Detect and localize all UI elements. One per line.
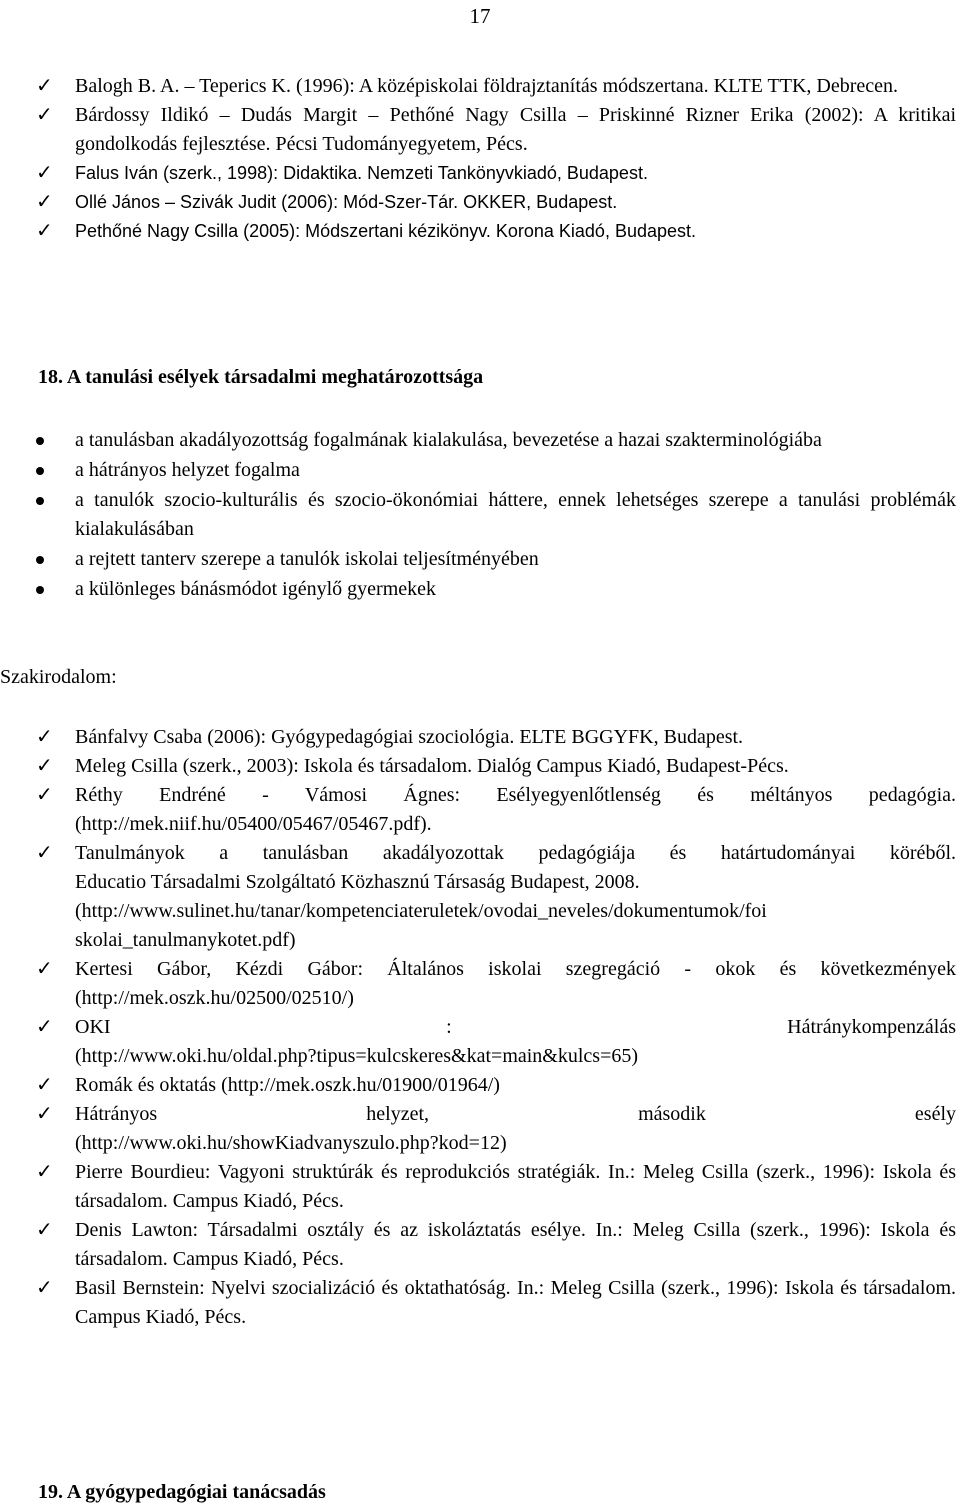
checkmark-icon: ✓ bbox=[36, 191, 53, 213]
reference-item: ✓ Hátrányos helyzet, második esély (http://www.oki.hu/showKiadvanyszulo.php?kod=12) bbox=[0, 1100, 960, 1158]
reference-item: ✓ Meleg Csilla (szerk., 2003): Iskola és társadalom. Dialóg Campus Kiadó, Budapest-Pécs. bbox=[0, 752, 960, 781]
reference-item: ✓ Réthy Endréné - Vámosi Ágnes: Esélyegyenlőtlenség és méltányos pedagógia. (http://mek.niif.hu/05400/05467/05467.pdf). bbox=[0, 781, 960, 839]
bullet-item: a rejtett tanterv szerepe a tanulók iskolai teljesítményében bbox=[0, 545, 960, 574]
bullet-icon bbox=[36, 467, 44, 475]
checkmark-icon: ✓ bbox=[36, 755, 53, 777]
topic-bullet-list bbox=[0, 426, 960, 605]
checkmark-icon: ✓ bbox=[36, 1219, 53, 1241]
checkmark-icon: ✓ bbox=[36, 1103, 53, 1125]
checkmark-icon: ✓ bbox=[36, 1074, 53, 1096]
bullet-item: a tanulásban akadályozottság fogalmának kialakulása, bevezetése a hazai szakterminológiába bbox=[0, 426, 960, 455]
bullet-item: a tanulók szocio-kulturális és szocio-ökonómiai háttere, ennek lehetséges szerepe a tanulási problémák kialakulásában bbox=[0, 486, 960, 544]
bullet-icon bbox=[36, 586, 44, 594]
checkmark-icon: ✓ bbox=[36, 726, 53, 748]
checkmark-icon: ✓ bbox=[36, 104, 53, 126]
reference-item: ✓ Bárdossy Ildikó – Dudás Margit – Pethőné Nagy Csilla – Priskinné Rizner Erika (2002): A kritikai gondolkodás fejlesztése. Pécsi Tudományegyetem, Pécs. bbox=[0, 101, 960, 159]
section-heading: 19. A gyógypedagógiai tanácsadás bbox=[38, 1481, 326, 1503]
reference-item: ✓ Bánfalvy Csaba (2006): Gyógypedagógiai szociológia. ELTE BGGYFK, Budapest. bbox=[0, 723, 960, 752]
bullet-icon bbox=[36, 556, 44, 564]
top-reference-list bbox=[0, 72, 960, 246]
bullet-item: a hátrányos helyzet fogalma bbox=[0, 456, 960, 485]
page-number: 17 bbox=[469, 4, 491, 28]
reference-item: ✓ Pierre Bourdieu: Vagyoni struktúrák és reprodukciós stratégiák. In.: Meleg Csilla (szerk., 1996): Iskola és társadalom. Campus Kiadó, Pécs. bbox=[0, 1158, 960, 1216]
checkmark-icon: ✓ bbox=[36, 162, 53, 184]
reference-item: ✓ OKI : Hátránykompenzálás (http://www.oki.hu/oldal.php?tipus=kulcskeres&kat=main&kulcs=65) bbox=[0, 1013, 960, 1071]
reference-item: ✓ Kertesi Gábor, Kézdi Gábor: Általános iskolai szegregáció - okok és következmények (http://mek.oszk.hu/02500/02510/) bbox=[0, 955, 960, 1013]
checkmark-icon: ✓ bbox=[36, 842, 53, 864]
reference-item: ✓ Falus Iván (szerk., 1998): Didaktika. Nemzeti Tankönyvkiadó, Budapest. bbox=[0, 159, 960, 188]
bullet-icon bbox=[36, 497, 44, 505]
checkmark-icon: ✓ bbox=[36, 75, 53, 97]
reference-item: ✓ Balogh B. A. – Teperics K. (1996): A középiskolai földrajztanítás módszertana. KLTE TTK, Debrecen. bbox=[0, 72, 960, 101]
reference-item: ✓ Romák és oktatás (http://mek.oszk.hu/01900/01964/) bbox=[0, 1071, 960, 1100]
reference-item: ✓ Ollé János – Szivák Judit (2006): Mód-Szer-Tár. OKKER, Budapest. bbox=[0, 188, 960, 217]
reference-item: ✓ Basil Bernstein: Nyelvi szocializáció és oktathatóság. In.: Meleg Csilla (szerk., 1996): Iskola és társadalom. Campus Kiadó, Pécs. bbox=[0, 1274, 960, 1332]
checkmark-icon: ✓ bbox=[36, 1277, 53, 1299]
reference-item: ✓ Pethőné Nagy Csilla (2005): Módszertani kézikönyv. Korona Kiadó, Budapest. bbox=[0, 217, 960, 246]
checkmark-icon: ✓ bbox=[36, 958, 53, 980]
checkmark-icon: ✓ bbox=[36, 1161, 53, 1183]
bullet-item: a különleges bánásmódot igénylő gyermekek bbox=[0, 575, 960, 604]
checkmark-icon: ✓ bbox=[36, 1016, 53, 1038]
literature-label: Szakirodalom: bbox=[0, 666, 117, 688]
bullet-icon bbox=[36, 437, 44, 445]
reference-item: ✓ Denis Lawton: Társadalmi osztály és az iskoláztatás esélye. In.: Meleg Csilla (szerk., 1996): Iskola és társadalom. Campus Kiadó, Pécs. bbox=[0, 1216, 960, 1274]
checkmark-icon: ✓ bbox=[36, 784, 53, 806]
checkmark-icon: ✓ bbox=[36, 220, 53, 242]
section-heading: 18. A tanulási esélyek társadalmi meghatározottsága bbox=[38, 366, 484, 388]
literature-list bbox=[0, 723, 960, 1332]
reference-item: ✓ Tanulmányok a tanulásban akadályozottak pedagógiája és határtudományai köréből. Educatio Társadalmi Szolgáltató Közhasznú Társaság Budapest, 2008. (http://www.sulinet.hu/tanar/kompetenciateruletek/ovodai_neveles/dokumentumok/foi skolai_tanulmanykotet.pdf) bbox=[0, 839, 960, 955]
